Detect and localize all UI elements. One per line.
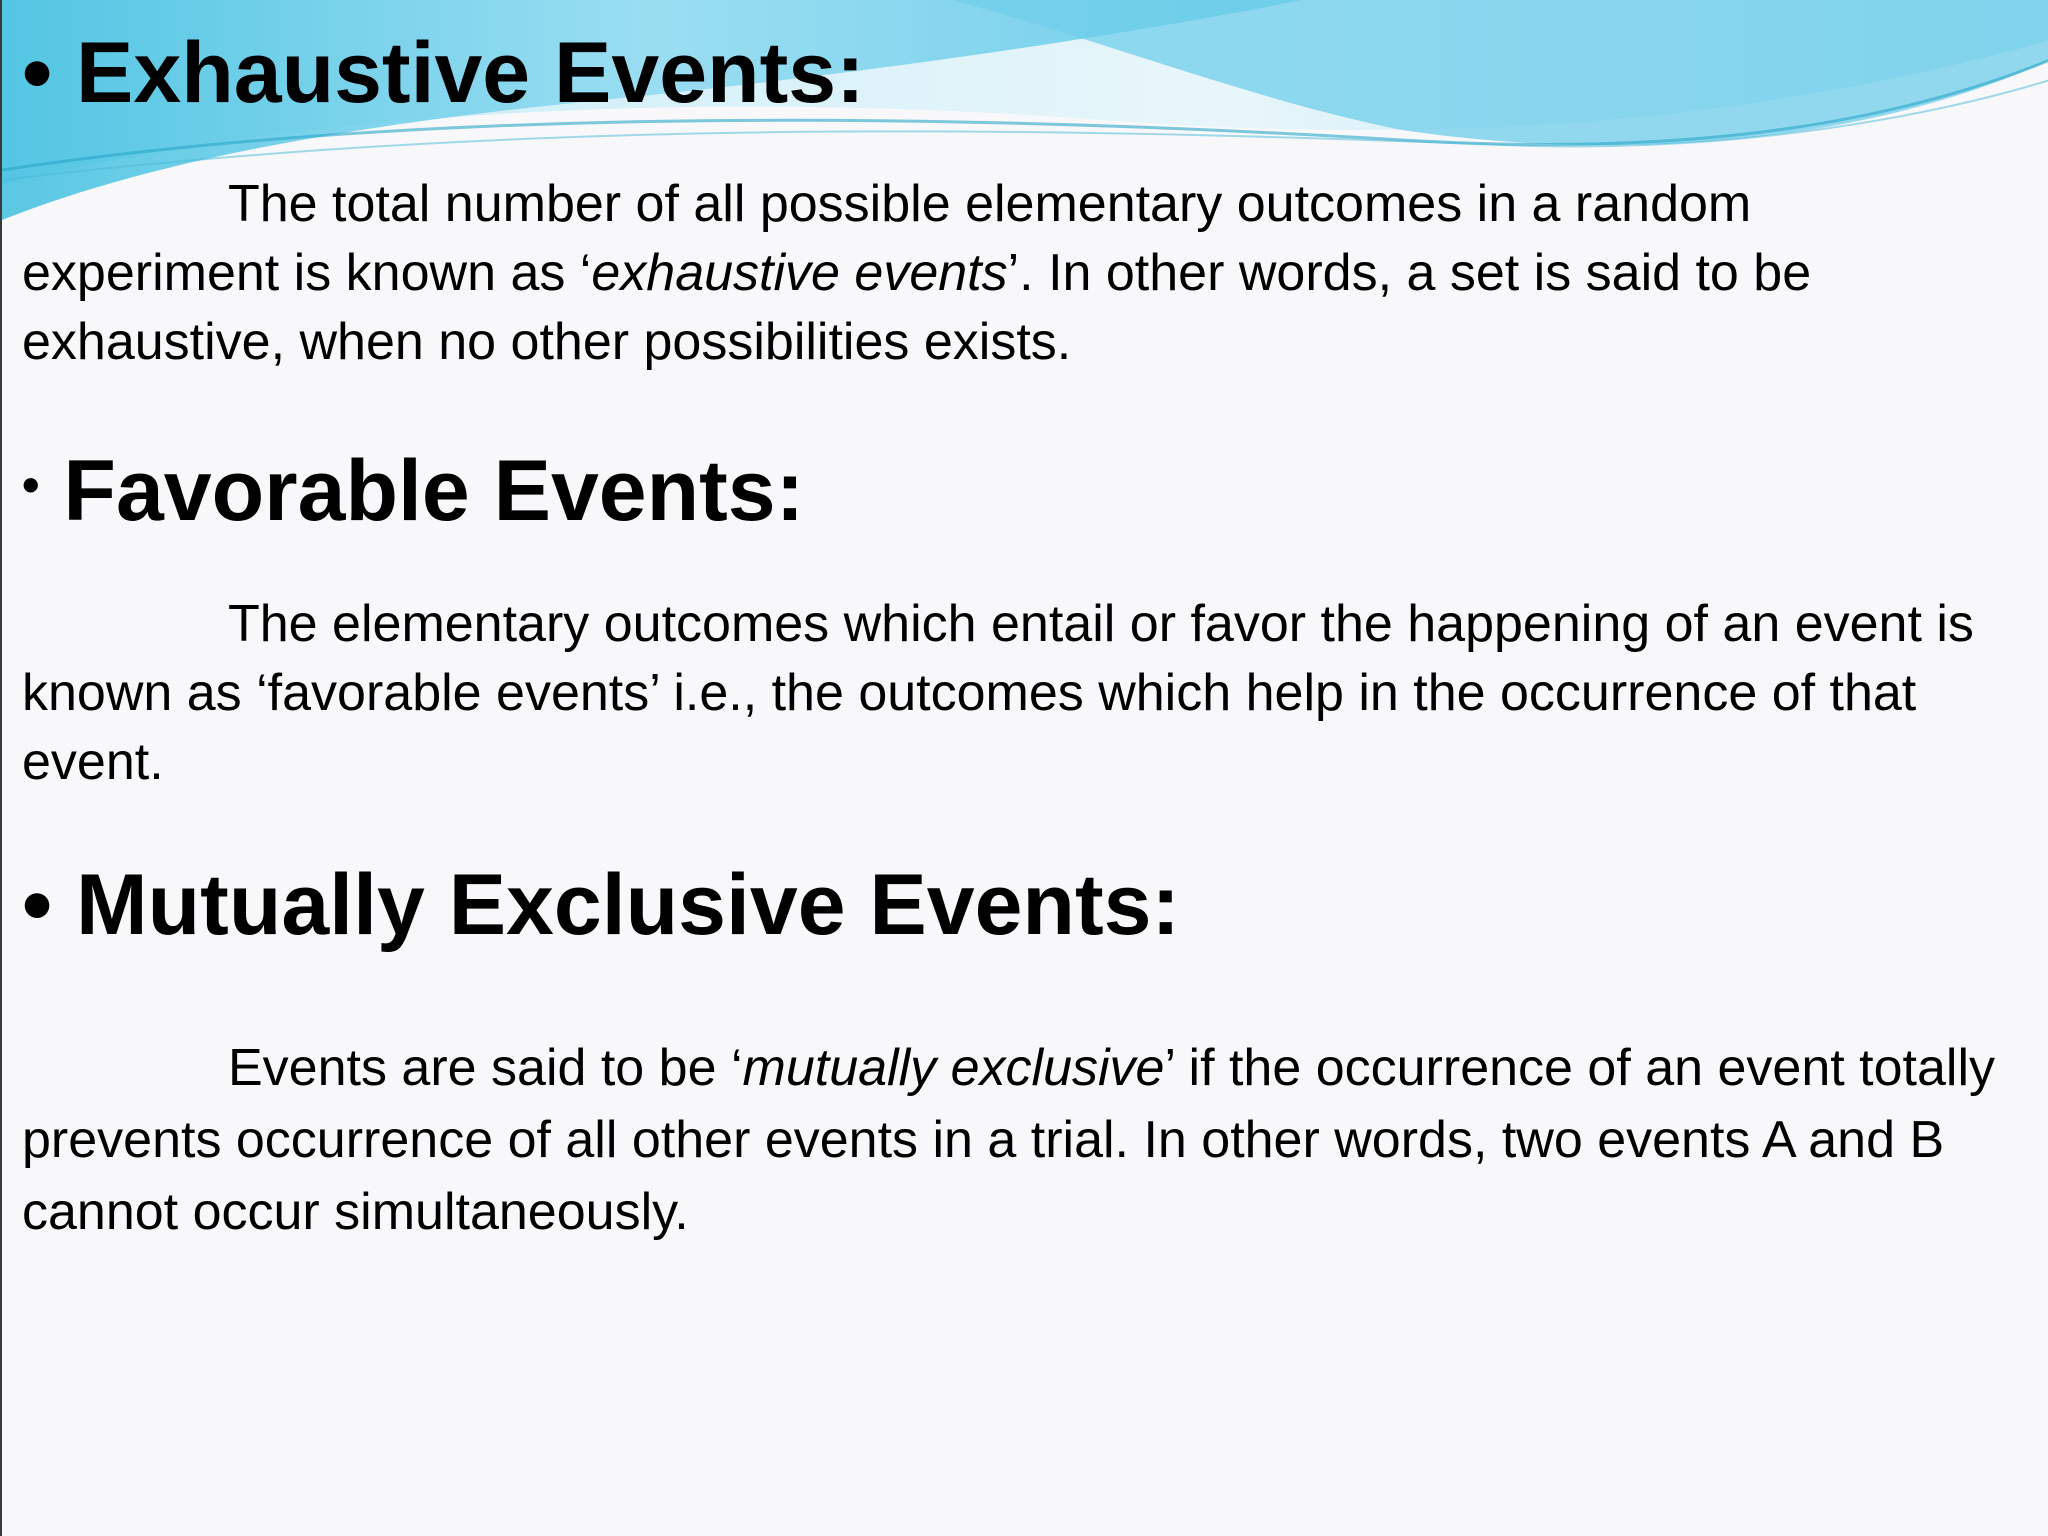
bullet-icon: • — [22, 857, 53, 953]
bullet-icon: • — [22, 25, 53, 121]
section-body-mutually-exclusive: Events are said to be ‘mutually exclusive’ if the occurrence of an event totally prevents occurrence of all other events in a trial. In other words, two events A and B cannot occur simultaneously. — [22, 1039, 1995, 1241]
section-heading-favorable — [22, 443, 805, 539]
heading-text: Mutually Exclusive Events: — [76, 857, 1181, 953]
heading-text: Favorable Events: — [63, 443, 805, 539]
section-heading-exhaustive — [22, 25, 865, 121]
heading-text: Exhaustive Events: — [76, 25, 865, 121]
section-body-exhaustive: The total number of all possible elementary outcomes in a random experiment is known as ‘exhaustive events’. In other words, a set is said to be exhaustive, when no other possibilities exists. — [22, 175, 1812, 371]
section-body-favorable: The elementary outcomes which entail or favor the happening of an event is known as ‘favorable events’ i.e., the outcomes which help in the occurrence of that event. — [22, 595, 1974, 791]
section-heading-mutually-exclusive — [22, 857, 1181, 953]
bullet-icon: • — [22, 457, 40, 513]
